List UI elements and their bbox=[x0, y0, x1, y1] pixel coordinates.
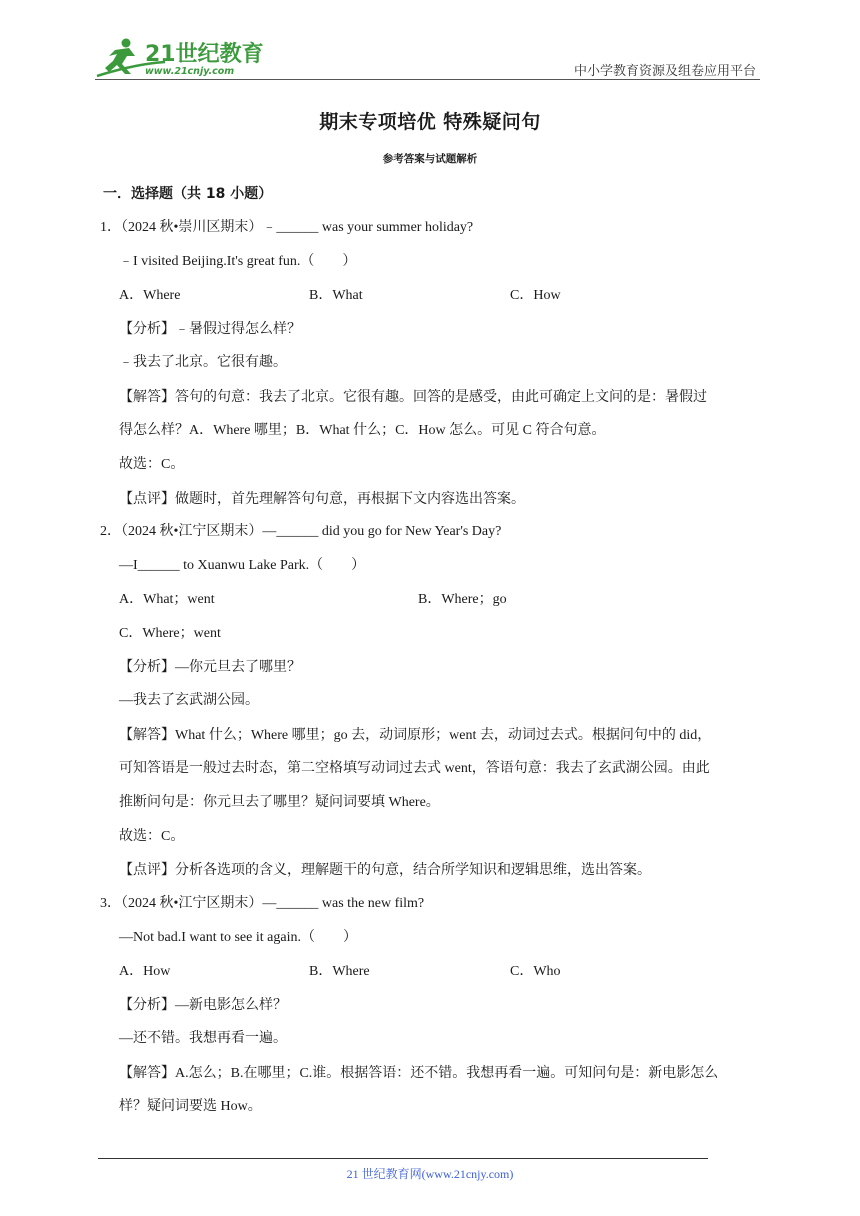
comment-label: 【点评】 bbox=[119, 862, 175, 878]
analysis-text: —你元旦去了哪里？ bbox=[175, 660, 301, 675]
question-1-stem: 1．（2024 秋•崇川区期末）﹣______ was your summer holiday? bbox=[100, 220, 474, 235]
section-heading: 一．选择题（共 18 小题） bbox=[103, 186, 273, 202]
question-2-reply: —I______ to Xuanwu Lake Park.（ ） bbox=[119, 558, 366, 573]
logo bbox=[95, 34, 265, 80]
question-3-answer bbox=[119, 1063, 718, 1084]
question-2-answer-line-3: 推断问句是：你元旦去了哪里？疑问词要填 Where。 bbox=[119, 795, 440, 810]
question-1-option-a: A．Where bbox=[119, 288, 181, 303]
comment-text: 做题时，首先理解答句句意，再根据下文内容选出答案。 bbox=[175, 492, 525, 507]
question-3-analysis-line-2: —还不错。我想再看一遍。 bbox=[119, 1031, 287, 1046]
answer-label: 【解答】 bbox=[119, 1065, 175, 1081]
question-1-choice: 故选：C。 bbox=[119, 457, 185, 472]
question-1-option-b: B．What bbox=[309, 288, 363, 303]
question-2-answer-line-2: 可知答语是一般过去时态，第二空格填写动词过去式 went，答语句意：我去了玄武湖公园。由此 bbox=[119, 761, 710, 776]
question-3-reply: —Not bad.I want to see it again.（ ） bbox=[119, 930, 357, 945]
question-1-comment bbox=[119, 489, 525, 510]
question-1-answer-line-2: 得怎么样？A．Where 哪里；B．What 什么；C．How 怎么。可见 C 符合句意。 bbox=[119, 423, 606, 438]
question-1-analysis bbox=[119, 319, 301, 340]
question-1-option-c: C．How bbox=[510, 288, 561, 303]
question-3-option-c: C．Who bbox=[510, 964, 561, 979]
answer-text: What 什么；Where 哪里；go 去，动词原形；went 去，动词过去式。根据问句中的 did， bbox=[175, 728, 712, 743]
header-divider bbox=[95, 79, 760, 80]
question-1-reply: ﹣I visited Beijing.It's great fun.（ ） bbox=[119, 254, 357, 269]
question-3-analysis bbox=[119, 995, 287, 1016]
page-title: 期末专项培优 特殊疑问句 bbox=[319, 111, 541, 133]
answer-label: 【解答】 bbox=[119, 389, 175, 405]
comment-label: 【点评】 bbox=[119, 491, 175, 507]
question-2-answer bbox=[119, 725, 711, 746]
logo-url: www.21cnjy.com bbox=[145, 66, 235, 77]
question-3-stem: 3．（2024 秋•江宁区期末）—______ was the new film? bbox=[100, 896, 425, 911]
question-2-stem: 2．（2024 秋•江宁区期末）—______ did you go for New Year's Day? bbox=[100, 524, 502, 539]
question-2-option-b: B．Where；go bbox=[418, 592, 507, 607]
question-1-analysis-line-2: ﹣我去了北京。它很有趣。 bbox=[119, 355, 287, 370]
answer-text: 答句的句意：我去了北京。它很有趣。回答的是感受，由此可确定上文问的是：暑假过 bbox=[175, 390, 707, 405]
analysis-label: 【分析】 bbox=[119, 997, 175, 1013]
question-2-comment bbox=[119, 860, 651, 881]
answer-text: A.怎么；B.在哪里；C.谁。根据答语：还不错。我想再看一遍。可知问句是：新电影怎么 bbox=[175, 1066, 719, 1081]
question-2-analysis bbox=[119, 657, 301, 678]
question-1-answer bbox=[119, 387, 707, 408]
question-2-option-a: A．What；went bbox=[119, 592, 215, 607]
analysis-text: —新电影怎么样？ bbox=[175, 998, 287, 1013]
analysis-label: 【分析】 bbox=[119, 321, 175, 337]
question-3-option-a: A．How bbox=[119, 964, 171, 979]
page-subtitle: 参考答案与试题解析 bbox=[382, 153, 478, 165]
analysis-label: 【分析】 bbox=[119, 659, 175, 675]
comment-text: 分析各选项的含义，理解题干的句意，结合所学知识和逻辑思维，选出答案。 bbox=[175, 863, 651, 878]
question-2-option-c: C．Where；went bbox=[119, 626, 221, 641]
footer-divider bbox=[98, 1158, 708, 1159]
analysis-text: ﹣暑假过得怎么样？ bbox=[175, 322, 301, 337]
logo-text: 21世纪教育 bbox=[145, 42, 264, 67]
page-header bbox=[95, 34, 760, 80]
runner-logo-icon bbox=[95, 34, 265, 80]
answer-label: 【解答】 bbox=[119, 727, 175, 743]
question-2-choice: 故选：C。 bbox=[119, 829, 185, 844]
question-3-answer-line-2: 样？疑问词要选 How。 bbox=[119, 1099, 262, 1114]
platform-name: 中小学教育资源及组卷应用平台 bbox=[573, 64, 756, 79]
question-2-analysis-line-2: —我去了玄武湖公园。 bbox=[119, 693, 259, 708]
footer-link[interactable]: 21 世纪教育网(www.21cnjy.com) bbox=[346, 1167, 514, 1181]
question-3-option-b: B．Where bbox=[309, 964, 370, 979]
